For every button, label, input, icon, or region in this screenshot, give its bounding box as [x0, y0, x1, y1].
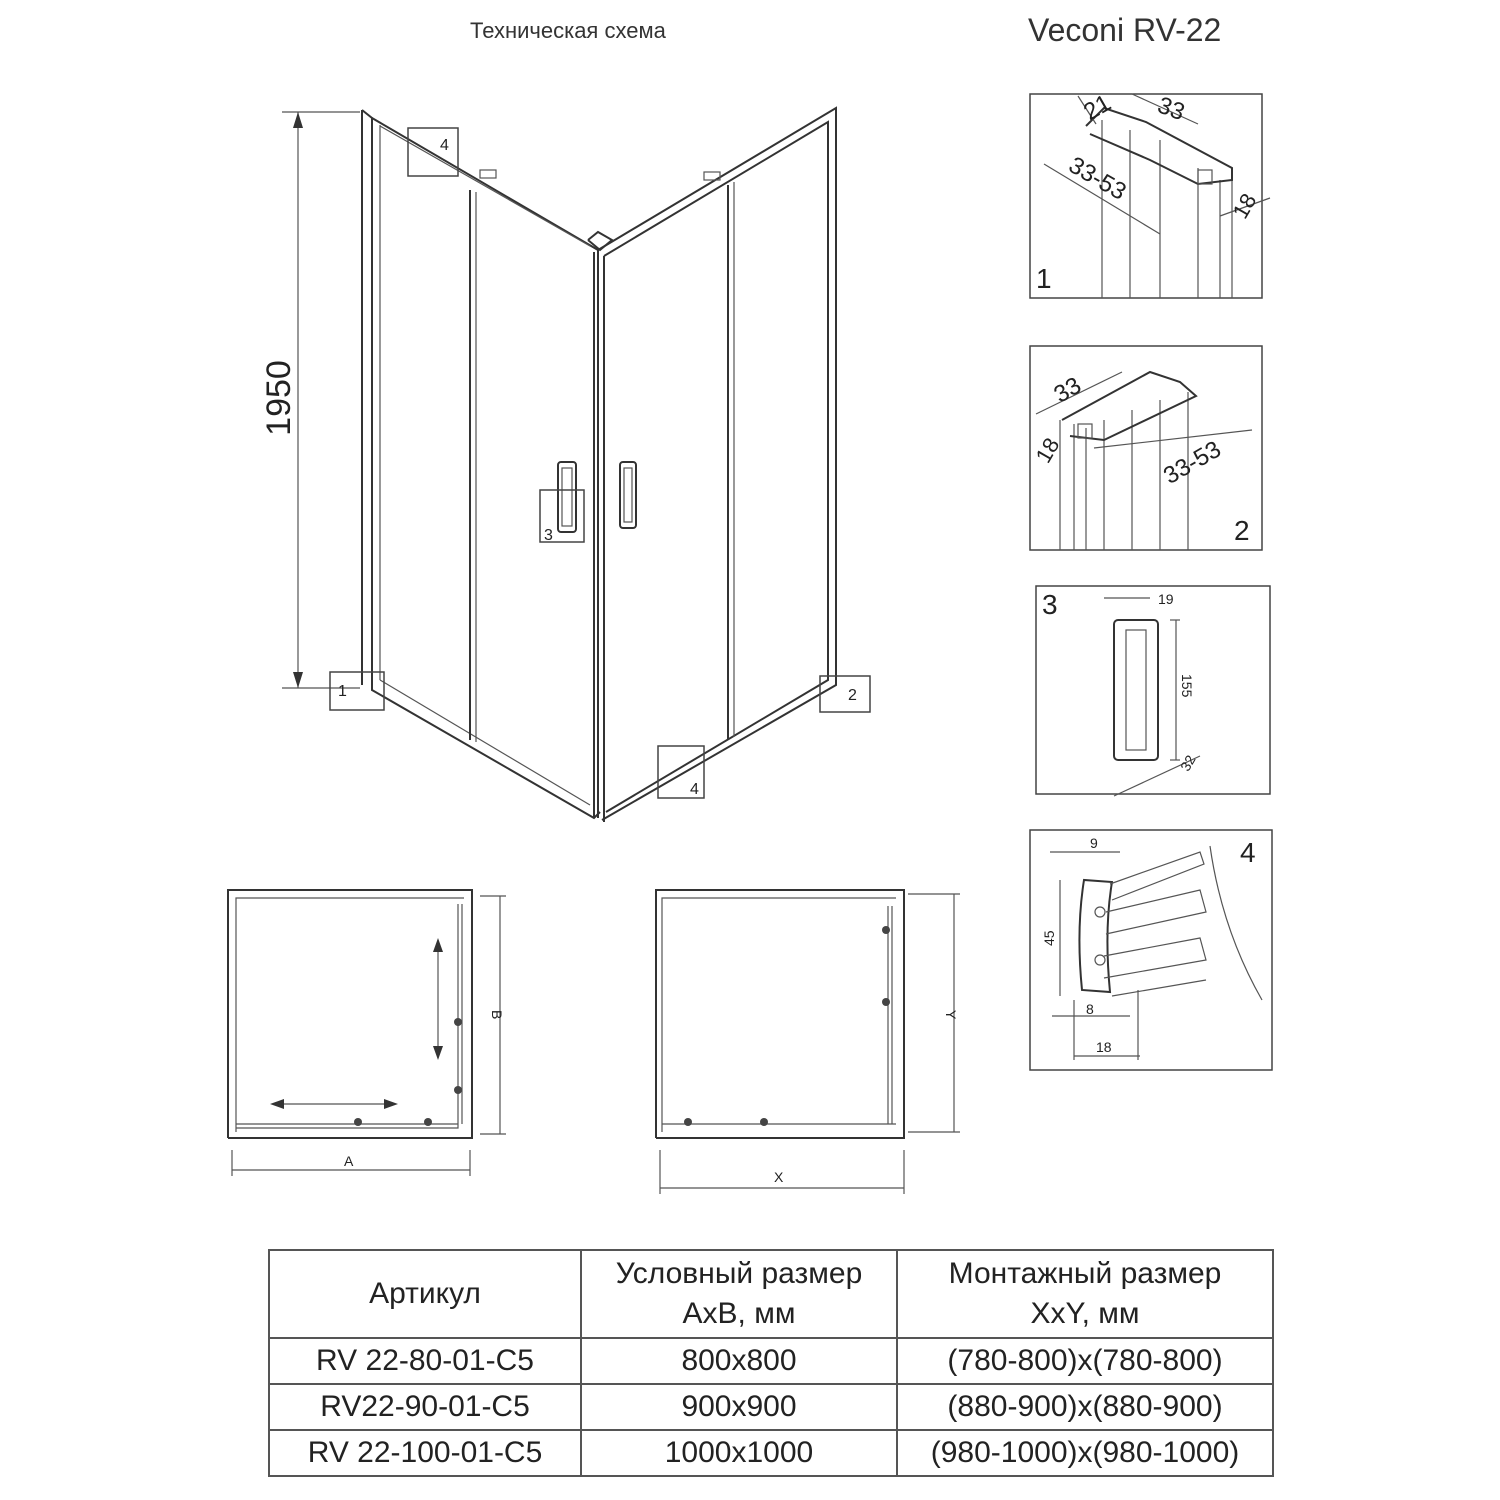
- cell-nominal: 800x800: [581, 1338, 897, 1384]
- detail-3: [1036, 586, 1270, 796]
- dim-B: B: [489, 1010, 505, 1020]
- cell-sku: RV 22-100-01-C5: [269, 1430, 581, 1476]
- callout-4-bottom: 4: [690, 781, 699, 798]
- callout-4-top: 4: [440, 137, 449, 154]
- cell-sku: RV22-90-01-C5: [269, 1384, 581, 1430]
- detail-4-dim-9: 9: [1090, 835, 1098, 851]
- shower-enclosure-perspective: [260, 108, 870, 822]
- detail-1: [1030, 89, 1270, 298]
- header-nominal-size: [581, 1250, 897, 1338]
- cell-install: (780-800)x(780-800): [897, 1338, 1273, 1384]
- callout-1: 1: [338, 683, 347, 700]
- header-sku-label: Артикул: [369, 1277, 481, 1310]
- cell-install: (880-900)x(880-900): [897, 1384, 1273, 1430]
- header-install-size: [897, 1250, 1273, 1338]
- cell-nominal: 1000x1000: [581, 1430, 897, 1476]
- plan-view-nominal: [228, 890, 506, 1176]
- spec-table: [268, 1249, 1274, 1477]
- detail-3-dim-155: 155: [1179, 674, 1195, 698]
- detail-3-dim-19: 19: [1158, 591, 1174, 607]
- detail-4-dim-8: 8: [1086, 1001, 1094, 1017]
- detail-4-dim-18: 18: [1096, 1039, 1112, 1055]
- detail-4-number: 4: [1240, 837, 1256, 868]
- table-row: [269, 1384, 1273, 1430]
- detail-2-dim-33: 33: [1049, 371, 1087, 409]
- cell-sku: RV 22-80-01-C5: [269, 1338, 581, 1384]
- detail-1-dim-18: 18: [1227, 189, 1262, 223]
- model-name: Veconi RV-22: [1028, 12, 1222, 48]
- detail-1-dim-21: 21: [1079, 89, 1116, 127]
- header-sku: [269, 1250, 581, 1338]
- plan-view-installation: [656, 890, 960, 1194]
- height-label: 1950: [260, 360, 298, 436]
- detail-2-dim-33-53: 33-53: [1159, 435, 1226, 490]
- cell-install: (980-1000)x(980-1000): [897, 1430, 1273, 1476]
- dim-A: A: [344, 1153, 354, 1169]
- detail-2-number: 2: [1234, 515, 1250, 546]
- detail-3-number: 3: [1042, 589, 1058, 620]
- table-row: [269, 1430, 1273, 1476]
- detail-1-dim-33-53: 33-53: [1064, 151, 1131, 206]
- page-title: Техническая схема: [470, 18, 666, 43]
- header-install-line2: XxY, мм: [1030, 1297, 1140, 1330]
- callout-2: 2: [848, 687, 857, 704]
- dim-Y: Y: [943, 1010, 959, 1020]
- detail-2: [1030, 346, 1262, 550]
- dim-X: X: [774, 1169, 784, 1185]
- detail-3-dim-32: 32: [1176, 752, 1199, 774]
- header-nominal-line2: AxB, мм: [682, 1297, 796, 1330]
- table-header-row: [269, 1250, 1273, 1338]
- detail-4-dim-45: 45: [1041, 930, 1057, 946]
- table-row: [269, 1338, 1273, 1384]
- detail-1-dim-33: 33: [1153, 91, 1189, 127]
- detail-4: [1030, 830, 1272, 1070]
- detail-1-number: 1: [1036, 263, 1052, 294]
- cell-nominal: 900x900: [581, 1384, 897, 1430]
- callout-3: 3: [544, 527, 553, 544]
- header-nominal-line1: Условный размер: [615, 1257, 863, 1290]
- header-install-line1: Монтажный размер: [948, 1257, 1222, 1290]
- detail-2-dim-18: 18: [1030, 433, 1065, 468]
